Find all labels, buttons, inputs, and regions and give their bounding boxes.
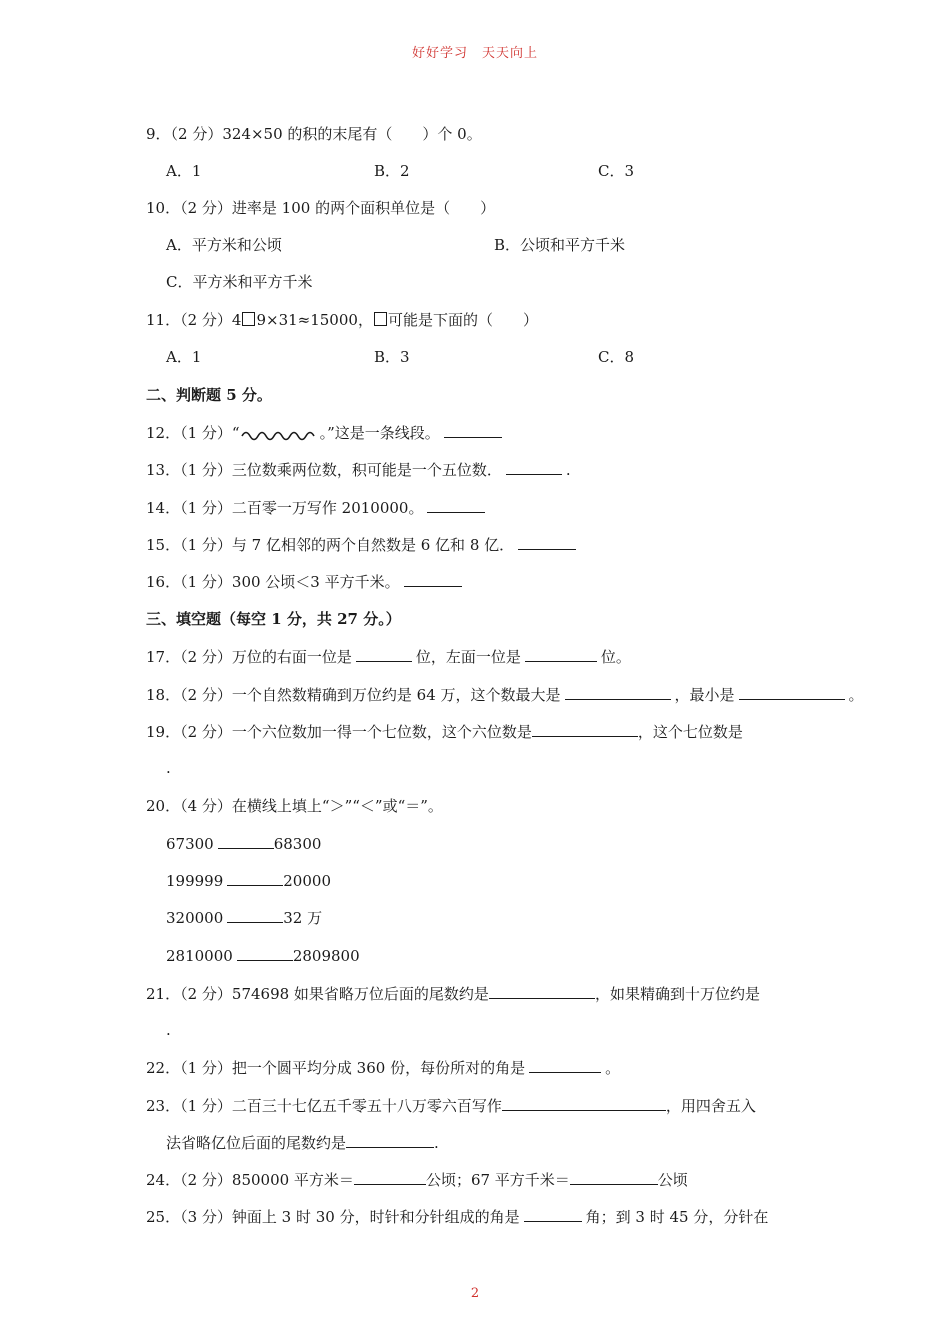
q19-line-2 xyxy=(166,758,171,778)
question-9: 9．（2 分）324×50 的积的末尾有（ ）个 0。 xyxy=(146,125,482,143)
q10-option-a: A．平方米和公顷 xyxy=(166,236,282,254)
square-icon xyxy=(242,312,255,326)
question-20: 20．（4 分）在横线上填上“＞”“＜”或“＝”。 xyxy=(146,797,443,815)
q21-text-b: ，如果精确到十万位约是 xyxy=(594,985,760,1003)
question-22 xyxy=(146,1057,620,1078)
q20-row4-left: 2810000 xyxy=(166,947,233,965)
answer-blank[interactable] xyxy=(404,571,462,587)
q21-text-a: 21．（2 分）574698 如果省略万位后面的尾数约是 xyxy=(146,985,489,1003)
q17-text-a: 17．（2 分）万位的右面一位是 xyxy=(146,648,352,666)
q20-row-3 xyxy=(166,907,322,928)
answer-blank[interactable] xyxy=(532,721,638,737)
question-15 xyxy=(146,534,580,555)
q20-row1-right: 68300 xyxy=(273,835,322,853)
section-2-title: 二、判断题 5 分。 xyxy=(146,386,272,404)
answer-blank[interactable] xyxy=(444,422,502,438)
question-13 xyxy=(146,459,571,480)
question-19 xyxy=(146,721,743,742)
q20-row3-left: 320000 xyxy=(166,909,224,927)
question-17 xyxy=(146,646,631,667)
q9-option-c: C．3 xyxy=(598,162,635,180)
q19-text-c: . xyxy=(166,759,171,777)
q24-text-b: 公顷；67 平方千米＝ xyxy=(425,1171,570,1189)
q9-option-a: A．1 xyxy=(166,162,202,180)
q20-row-1 xyxy=(166,833,321,854)
answer-blank[interactable] xyxy=(506,459,562,475)
q23-text-b: ，用四舍五入 xyxy=(665,1097,756,1115)
q11-text-post: 可能是下面的（ ） xyxy=(387,311,538,329)
q23-line-2 xyxy=(166,1132,439,1153)
page-header: 好好学习 天天向上 xyxy=(411,46,538,61)
q21-line-2 xyxy=(166,1020,171,1040)
q10-option-b: B．公顷和平方千米 xyxy=(494,236,626,254)
question-12 xyxy=(146,422,506,443)
q19-text-a: 19．（2 分）一个六位数加一得一个七位数，这个六位数是 xyxy=(146,723,532,741)
q25-text-b: 角；到 3 时 45 分，分针在 xyxy=(585,1208,769,1226)
answer-blank[interactable] xyxy=(346,1132,434,1148)
answer-blank[interactable] xyxy=(524,1206,582,1222)
q18-text-c: 。 xyxy=(848,686,864,704)
question-16 xyxy=(146,571,466,592)
question-10: 10．（2 分）进率是 100 的两个面积单位是（ ） xyxy=(146,199,496,217)
q9-option-b: B．2 xyxy=(374,162,410,180)
q13-text: 13．（1 分）三位数乘两位数，积可能是一个五位数． xyxy=(146,461,502,479)
q15-text: 15．（1 分）与 7 亿相邻的两个自然数是 6 亿和 8 亿． xyxy=(146,536,515,554)
q22-text-b: 。 xyxy=(605,1059,621,1077)
question-14 xyxy=(146,497,489,518)
q11-option-b: B．3 xyxy=(374,348,410,366)
q12-text-pre: 12．（1 分）“ xyxy=(146,424,240,442)
q25-text-a: 25．（3 分）钟面上 3 时 30 分，时针和分针组成的角是 xyxy=(146,1208,520,1226)
q20-row3-right: 32 万 xyxy=(283,909,323,927)
q21-text-c: . xyxy=(166,1021,171,1039)
q18-text-b: ，最小是 xyxy=(674,686,735,704)
answer-blank[interactable] xyxy=(218,833,274,849)
question-24 xyxy=(146,1169,688,1190)
q11-text-pre: 11．（2 分）4 xyxy=(146,311,242,329)
q19-text-b: ，这个七位数是 xyxy=(637,723,743,741)
answer-blank[interactable] xyxy=(237,945,293,961)
q23-text-c: 法省略亿位后面的尾数约是 xyxy=(166,1134,347,1152)
q22-text-a: 22．（1 分）把一个圆平均分成 360 份，每份所对的角是 xyxy=(146,1059,526,1077)
question-23 xyxy=(146,1095,756,1116)
answer-blank[interactable] xyxy=(518,534,576,550)
question-21 xyxy=(146,983,760,1004)
q18-text-a: 18．（2 分）一个自然数精确到万位约是 64 万，这个数最大是 xyxy=(146,686,561,704)
q11-option-a: A．1 xyxy=(166,348,202,366)
q20-row4-right: 2809800 xyxy=(292,947,360,965)
q20-row-2 xyxy=(166,870,331,891)
q17-text-b: 位，左面一位是 xyxy=(415,648,521,666)
q16-text: 16．（1 分）300 公顷＜3 平方千米。 xyxy=(146,573,400,591)
answer-blank[interactable] xyxy=(502,1095,666,1111)
answer-blank[interactable] xyxy=(356,646,412,662)
q11-text-mid: 9×31≈15000， xyxy=(256,311,373,329)
q23-text-a: 23．（1 分）二百三十七亿五千零五十八万零六百写作 xyxy=(146,1097,502,1115)
q20-row1-left: 67300 xyxy=(166,835,214,853)
answer-blank[interactable] xyxy=(565,684,671,700)
q10-option-c: C．平方米和平方千米 xyxy=(166,273,313,291)
q12-text-post: 。”这是一条线段。 xyxy=(319,424,440,442)
q24-text-a: 24．（2 分）850000 平方米＝ xyxy=(146,1171,354,1189)
q14-text: 14．（1 分）二百零一万写作 2010000。 xyxy=(146,499,424,517)
answer-blank[interactable] xyxy=(489,983,595,999)
q11-option-c: C．8 xyxy=(598,348,635,366)
q20-row2-left: 199999 xyxy=(166,872,224,890)
answer-blank[interactable] xyxy=(354,1169,426,1185)
answer-blank[interactable] xyxy=(529,1057,601,1073)
question-11 xyxy=(146,310,538,330)
answer-blank[interactable] xyxy=(227,870,283,886)
square-icon xyxy=(374,312,387,326)
wavy-line-icon xyxy=(240,427,320,441)
question-18 xyxy=(146,684,864,705)
q20-row-4 xyxy=(166,945,360,966)
answer-blank[interactable] xyxy=(427,497,485,513)
q20-row2-right: 20000 xyxy=(283,872,331,890)
answer-blank[interactable] xyxy=(227,907,283,923)
q13-end: . xyxy=(565,461,571,479)
answer-blank[interactable] xyxy=(570,1169,658,1185)
q24-text-c: 公顷 xyxy=(657,1171,688,1189)
answer-blank[interactable] xyxy=(525,646,597,662)
answer-blank[interactable] xyxy=(739,684,845,700)
q23-text-d: . xyxy=(434,1134,439,1152)
page-number: 2 xyxy=(470,1286,480,1301)
section-3-title: 三、填空题（每空 1 分，共 27 分。） xyxy=(146,610,401,628)
q17-text-c: 位。 xyxy=(600,648,631,666)
question-25 xyxy=(146,1206,768,1227)
